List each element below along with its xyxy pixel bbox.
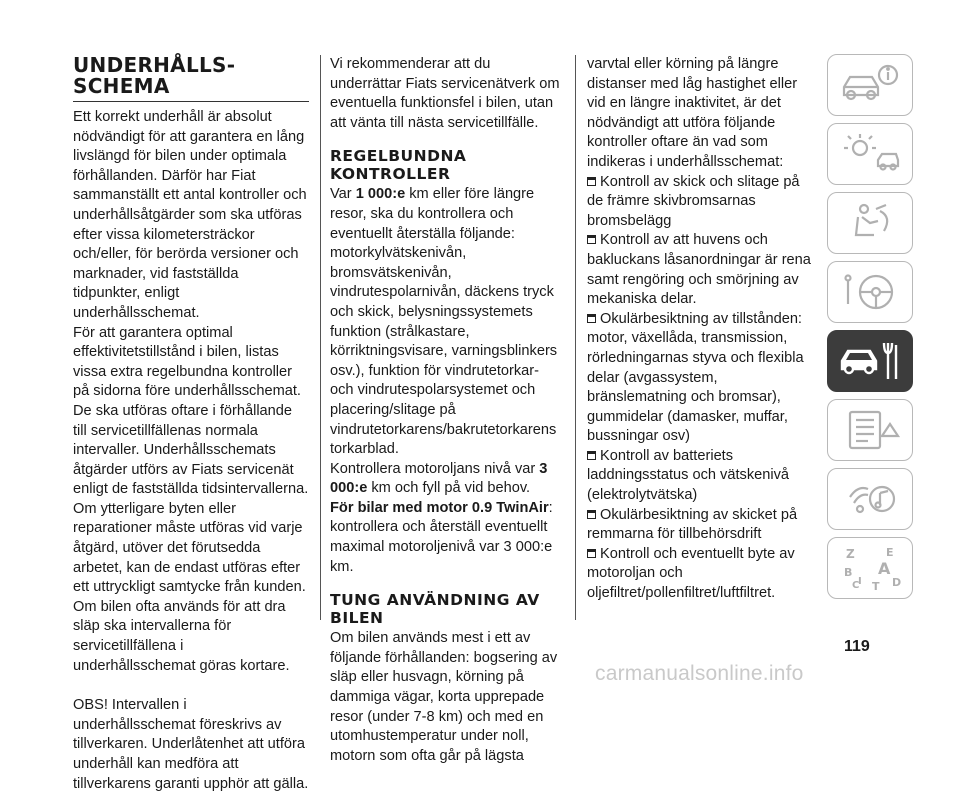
column-1 bbox=[73, 55, 309, 794]
tab-car-info[interactable] bbox=[827, 54, 913, 116]
dashboard-lights-icon bbox=[838, 130, 902, 178]
car-service-icon bbox=[838, 337, 902, 385]
tab-warning-list[interactable] bbox=[827, 399, 913, 461]
chapter-sidebar bbox=[827, 54, 916, 606]
list-item: Okulärbesiktning av skicket på remmarna för tillbehörsdrift bbox=[587, 506, 798, 543]
square-bullet-icon bbox=[587, 510, 596, 519]
svg-text:T: T bbox=[872, 580, 880, 592]
interval-3000: 3 000:e bbox=[330, 460, 548, 497]
watermark-text: carmanualsonline.info bbox=[595, 662, 804, 685]
twinair-label: För bilar med motor 0.9 TwinAir bbox=[330, 499, 549, 516]
list-item: Kontroll och eventuellt byte av motoroljan och oljefiltret/pollenfiltret/luftfiltret. bbox=[587, 545, 795, 602]
svg-text:Z: Z bbox=[846, 547, 855, 561]
paragraph-heavy-use: Om bilen används mest i ett av följande förhållanden: bogsering av släp eller husvagn, körning på dammiga vägar, korta upprepade resor (under 7-8 km) och med en utomhustemperatur under noll, motorn som ofta går på lägsta bbox=[330, 630, 558, 764]
tab-dashboard-lights[interactable] bbox=[827, 123, 913, 185]
column-2 bbox=[330, 55, 562, 766]
column-divider bbox=[320, 55, 321, 620]
warning-list-icon bbox=[838, 406, 902, 454]
paragraph-extra-checks: För att garantera optimal effektivitetstillstånd i bilen, listas vissa extra regelbundna kontroller på sidorna före underhållsschemat. De ska utföras oftare i förhållande till servicetillfällenas normala intervaller. Underhållsschemats åtgärder utförs av Fiats servicenät enligt de fastställda tidsintervallerna. bbox=[73, 324, 309, 498]
column-3 bbox=[587, 55, 819, 604]
heading-heavy-use: TUNG ANVÄNDNING AV BILEN bbox=[330, 591, 540, 628]
list-item: Kontroll av skick och slitage på de främre skivbromsarnas bromsbelägg bbox=[587, 173, 800, 229]
column-divider bbox=[575, 55, 576, 620]
paragraph-recommend: Vi rekommenderar att du underrättar Fiats servicenätverk om eventuella funktionsfel i bilen, utan att vänta till nästa servicetillfälle. bbox=[330, 56, 560, 131]
paragraph-regular-checks: Var 1 000:e km eller före längre resor, ska du kontrollera och eventuellt återställa följande: motorkylvätskenivån, bromsvätskenivån, vindrutespolarnivån, däckens tryck och skick, belysningssystemets funktion (strålkastare, körriktningsvisare, varningsblinkers osv.), funktion för vindrutetorkar- och vindrutespolarsystemet och placering/slitage på vindrutetorkarens/bakrutetorkarens torkarblad. bbox=[330, 186, 558, 458]
section-title-block bbox=[73, 55, 309, 102]
page-number: 119 bbox=[844, 638, 870, 655]
svg-text:I: I bbox=[858, 576, 862, 587]
alphabet-index-icon bbox=[838, 544, 902, 592]
tab-alphabet-index[interactable] bbox=[827, 537, 913, 599]
tab-airbag-seat[interactable] bbox=[827, 192, 913, 254]
svg-text:E: E bbox=[886, 546, 894, 559]
list-item: Kontroll av batteriets laddningsstatus och vätskenivå (elektrolytvätska) bbox=[587, 447, 790, 504]
square-bullet-icon bbox=[587, 177, 596, 186]
svg-text:A: A bbox=[878, 559, 891, 578]
car-info-icon bbox=[838, 61, 902, 109]
paragraph-continued: varvtal eller körning på längre distanser med låg hastighet eller vid en längre inaktivitet, är det nödvändigt att utföra följande kontroller oftare än vad som indikeras i underhållsschemat: bbox=[587, 56, 798, 170]
square-bullet-icon bbox=[587, 451, 596, 460]
multimedia-icon bbox=[838, 475, 902, 523]
list-item: Kontroll av att huvens och bakluckans låsanordningar är rena samt rengöring och smörjning av mekaniska delar. bbox=[587, 232, 811, 308]
airbag-seat-icon bbox=[838, 199, 902, 247]
paragraph-twinair: För bilar med motor 0.9 TwinAir: kontrollera och återställ eventuellt maximal motoroljenivå var 3 000:e km. bbox=[330, 499, 553, 575]
square-bullet-icon bbox=[587, 314, 596, 323]
tab-multimedia[interactable] bbox=[827, 468, 913, 530]
paragraph-note: OBS! Intervallen i underhållsschemat föreskrivs av tillverkaren. Underlåtenhet att utföra underhåll kan medföra att tillverkarens garanti upphör att gälla. bbox=[73, 697, 309, 792]
tab-steering-wheel[interactable] bbox=[827, 261, 913, 323]
svg-text:C: C bbox=[852, 580, 860, 591]
steering-wheel-icon bbox=[838, 268, 902, 316]
heading-regular-checks: REGELBUNDNA KONTROLLER bbox=[330, 147, 467, 184]
square-bullet-icon bbox=[587, 235, 596, 244]
square-bullet-icon bbox=[587, 549, 596, 558]
tab-car-service[interactable] bbox=[827, 330, 913, 392]
section-title: UNDERHÅLLS-SCHEMA bbox=[73, 53, 236, 98]
list-item: Okulärbesiktning av tillstånden: motor, växellåda, transmission, rörledningarnas styva och flexibla delar (avgassystem, bränslematning och bromsar), gummidelar (damasker, muffar, bussningar osv) bbox=[587, 310, 804, 445]
svg-text:B: B bbox=[844, 566, 853, 579]
interval-1000: 1 000:e bbox=[355, 186, 406, 203]
check-list bbox=[587, 173, 819, 604]
paragraph-repairs: Om ytterligare byten eller reparationer måste utföras vid varje åtgärd, utöver det förutsedda arbetet, kan de endast utföras efter ett uttryckligt samtycke från kunden. Om bilen ofta används för att dra släp ska intervallerna för servicetillfällena i underhållsschemat göras kortare. bbox=[73, 500, 306, 674]
paragraph-oil-level: Kontrollera motoroljans nivå var 3 000:e km och fyll på vid behov. bbox=[330, 460, 548, 497]
svg-text:D: D bbox=[892, 576, 902, 589]
paragraph-intro: Ett korrekt underhåll är absolut nödvändigt för att garantera en lång livslängd för bilen under optimala förhållanden. Därför har Fiat sammanställt ett antal kontroller och underhållsåtgärder som ska utföras efter vissa kilometersträckor och/eller, för berörda versioner och marknader, vid fastställda tidpunkter, enligt underhållsschemat. bbox=[73, 109, 307, 321]
